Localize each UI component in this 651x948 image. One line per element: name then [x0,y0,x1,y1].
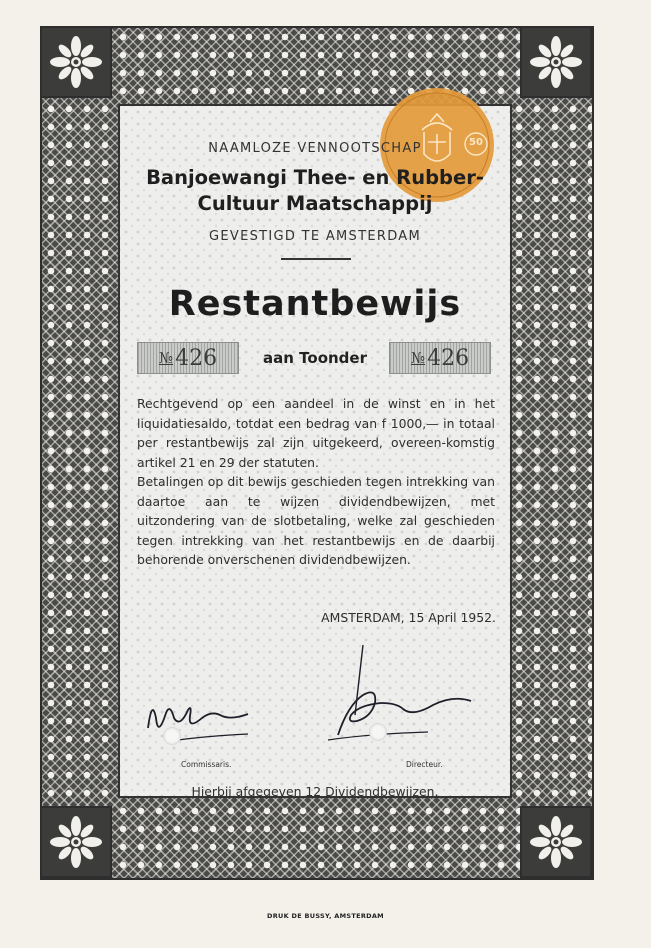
serial-number-left [137,342,239,374]
terms-paragraph-2: Betalingen op dit bewijs geschieden tegen intrekking van daartoe aan te wijzen dividendbewijzen, met uitzondering van de slotbetaling, welke zal geschieden tegen intrekking van het restantbewijs en de daarbij behorende onverschenen dividendbewijzen. [137,474,495,567]
corner-rosette-top-right [520,26,592,98]
company-seat: GEVESTIGD TE AMSTERDAM [209,229,421,244]
divider [281,258,351,260]
number-sign: № [158,349,174,367]
company-name-line1: Banjoewangi Thee- en Rubber- [146,166,484,189]
stamp-value: 50 [469,137,483,148]
corner-rosette-bottom-left [40,806,112,878]
company-name-line2: Cultuur Maatschappij [197,192,433,215]
number-sign: № [410,349,426,367]
certificate-title: Restantbewijs [168,284,462,324]
terms-paragraph-1: Rechtgevend op een aandeel in de winst en in het liquidatiesaldo, totdat een bedrag van f 1000,— in totaal per restantbewijs zal zijn uitgekeerd, overeen-komstig artikel 21 en 29 der statuten. [137,396,495,470]
punch-hole [369,723,387,741]
dividend-note: Hierbij afgegeven 12 Dividendbewijzen. [191,784,439,799]
signer-left-label: Commissaris. [181,760,232,769]
bearer-label: aan Toonder [263,349,367,367]
terms-text [137,394,495,570]
rosette-icon [528,814,584,870]
printer-imprint: DRUK DE BUSSY, AMSTERDAM [267,912,384,920]
company-form: NAAMLOZE VENNOOTSCHAP [208,141,422,156]
serial-number-right [389,342,491,374]
signer-right-label: Directeur. [406,760,443,769]
punch-hole [163,727,181,745]
serial-number: 426 [175,345,218,371]
corner-rosette-bottom-right [520,806,592,878]
place-date: AMSTERDAM, 15 April 1952. [321,610,496,625]
signature-commissaris [138,688,268,748]
corner-rosette-top-left [40,26,112,98]
rosette-icon [528,34,584,90]
signature-directeur [318,640,488,750]
rosette-icon [48,814,104,870]
serial-number: 426 [427,345,470,371]
rosette-icon [48,34,104,90]
